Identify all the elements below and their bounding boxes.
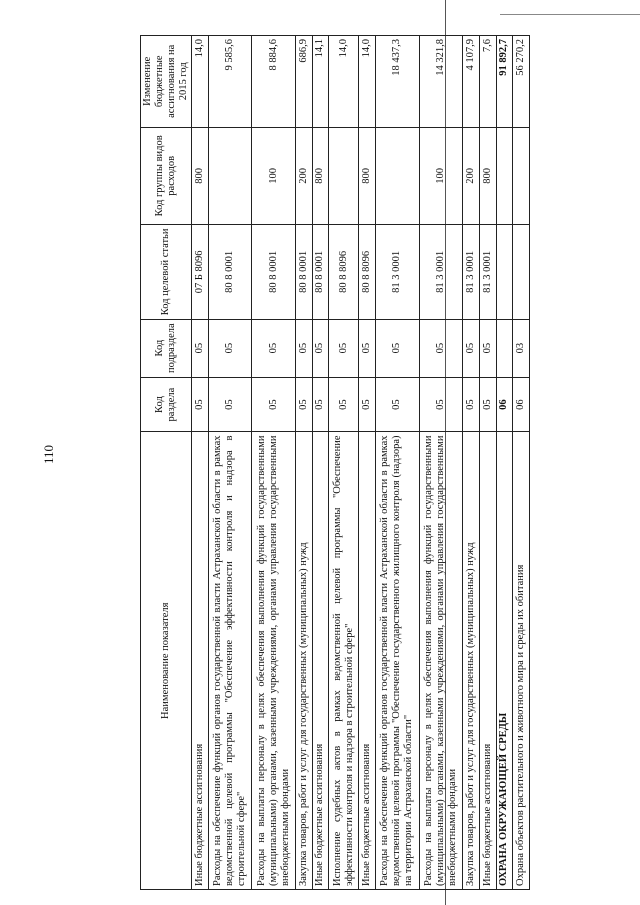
table-row (252, 36, 295, 890)
cell-name: Иные бюджетные ассигнования (359, 432, 376, 890)
header-subsection: Код подраздела (141, 319, 192, 377)
cell-group: 200 (463, 127, 480, 225)
cell-subsection (496, 319, 513, 377)
table-row (376, 36, 419, 890)
cell-section: 05 (329, 377, 359, 432)
budget-table (140, 35, 530, 890)
cell-target: 81 3 0001 (479, 225, 496, 320)
cell-change: 686,9 (295, 36, 312, 128)
cell-name: ОХРАНА ОКРУЖАЮЩЕЙ СРЕДЫ (496, 432, 513, 890)
header-change: Изменение бюджетные ассигнования на 2015 год (141, 36, 192, 128)
cell-group (376, 127, 419, 225)
budget-table-rotated (140, 35, 530, 890)
cell-group (496, 127, 513, 225)
cell-section: 05 (359, 377, 376, 432)
table-row (312, 36, 329, 890)
cell-group: 800 (312, 127, 329, 225)
cell-change: 14,0 (359, 36, 376, 128)
cell-target: 80 8 0001 (252, 225, 295, 320)
header-name: Наименование показателя (141, 432, 192, 890)
cell-group: 800 (192, 127, 209, 225)
cell-subsection: 05 (295, 319, 312, 377)
scan-edge-line (500, 14, 640, 15)
cell-change: 56 270,2 (513, 36, 530, 128)
table-row (419, 36, 462, 890)
cell-target: 81 3 0001 (376, 225, 419, 320)
header-target: Код целевой статьи (141, 225, 192, 320)
cell-name: Расходы на выплаты персоналу в целях обеспечения выполнения функций государственными (муниципальными) органами, казенными учреждениями, органами управления государственными внебюджетными фондами (252, 432, 295, 890)
cell-subsection: 05 (419, 319, 462, 377)
cell-group: 100 (419, 127, 462, 225)
cell-subsection: 05 (463, 319, 480, 377)
cell-change: 18 437,3 (376, 36, 419, 128)
cell-target: 81 3 0001 (463, 225, 480, 320)
cell-subsection: 05 (208, 319, 251, 377)
table-row (295, 36, 312, 890)
cell-target: 07 Б 8096 (192, 225, 209, 320)
cell-name: Закупка товаров, работ и услуг для государственных (муниципальных) нужд (463, 432, 480, 890)
cell-section: 05 (295, 377, 312, 432)
cell-section: 05 (376, 377, 419, 432)
cell-change: 7,6 (479, 36, 496, 128)
cell-change: 14 321,8 (419, 36, 462, 128)
cell-name: Закупка товаров, работ и услуг для государственных (муниципальных) нужд (295, 432, 312, 890)
cell-change: 14,0 (329, 36, 359, 128)
cell-group (208, 127, 251, 225)
cell-section: 05 (252, 377, 295, 432)
cell-target (513, 225, 530, 320)
cell-name: Исполнение судебных актов в рамках ведомственной целевой программы "Обеспечение эффективности контроля и надзора в строительной сфере" (329, 432, 359, 890)
cell-target: 80 8 0001 (208, 225, 251, 320)
cell-group (513, 127, 530, 225)
table-row (513, 36, 530, 890)
cell-group: 800 (479, 127, 496, 225)
cell-target (496, 225, 513, 320)
cell-group (329, 127, 359, 225)
header-section: Код раздела (141, 377, 192, 432)
cell-subsection: 05 (376, 319, 419, 377)
table-row (359, 36, 376, 890)
cell-subsection: 05 (359, 319, 376, 377)
cell-target: 80 8 8096 (329, 225, 359, 320)
cell-name: Расходы на обеспечение функций органов государственной власти Астраханской области в рамках ведомственной целевой программы "Обеспечение государственного жилищного контроля (надзора) на территории Астраханской области" (376, 432, 419, 890)
cell-target: 80 8 8096 (359, 225, 376, 320)
cell-name: Расходы на выплаты персоналу в целях обеспечения выполнения функций государственными (муниципальными) органами, казенными учреждениями, органами управления государственными внебюджетными фондами (419, 432, 462, 890)
cell-name: Расходы на обеспечение функций органов государственной власти Астраханской области в рамках ведомственной целевой программы "Обеспечение эффективности контроля и надзора в строительной сфере" (208, 432, 251, 890)
cell-section: 05 (312, 377, 329, 432)
cell-section: 05 (208, 377, 251, 432)
cell-section: 05 (479, 377, 496, 432)
cell-section: 05 (419, 377, 462, 432)
table-row (496, 36, 513, 890)
cell-name: Охрана объектов растительного и животного мира и среды их обитания (513, 432, 530, 890)
cell-section: 05 (463, 377, 480, 432)
table-row (208, 36, 251, 890)
table-header-row (141, 36, 192, 890)
header-expense-group: Код группы видов расходов (141, 127, 192, 225)
cell-subsection: 05 (479, 319, 496, 377)
cell-change: 4 107,9 (463, 36, 480, 128)
cell-section: 06 (496, 377, 513, 432)
cell-change: 9 585,6 (208, 36, 251, 128)
table-row (463, 36, 480, 890)
cell-name: Иные бюджетные ассигнования (479, 432, 496, 890)
cell-target: 80 8 0001 (312, 225, 329, 320)
table-row (329, 36, 359, 890)
cell-subsection: 03 (513, 319, 530, 377)
cell-subsection: 05 (252, 319, 295, 377)
cell-group: 100 (252, 127, 295, 225)
cell-change: 91 892,7 (496, 36, 513, 128)
cell-name: Иные бюджетные ассигнования (192, 432, 209, 890)
page-number: 110 (41, 444, 56, 464)
cell-group: 800 (359, 127, 376, 225)
cell-subsection: 05 (312, 319, 329, 377)
cell-section: 06 (513, 377, 530, 432)
cell-target: 81 3 0001 (419, 225, 462, 320)
cell-change: 14,1 (312, 36, 329, 128)
cell-change: 8 884,6 (252, 36, 295, 128)
table-row (479, 36, 496, 890)
cell-group: 200 (295, 127, 312, 225)
cell-name: Иные бюджетные ассигнования (312, 432, 329, 890)
cell-change: 14,0 (192, 36, 209, 128)
table-row (192, 36, 209, 890)
cell-section: 05 (192, 377, 209, 432)
cell-target: 80 8 0001 (295, 225, 312, 320)
cell-subsection: 05 (329, 319, 359, 377)
cell-subsection: 05 (192, 319, 209, 377)
